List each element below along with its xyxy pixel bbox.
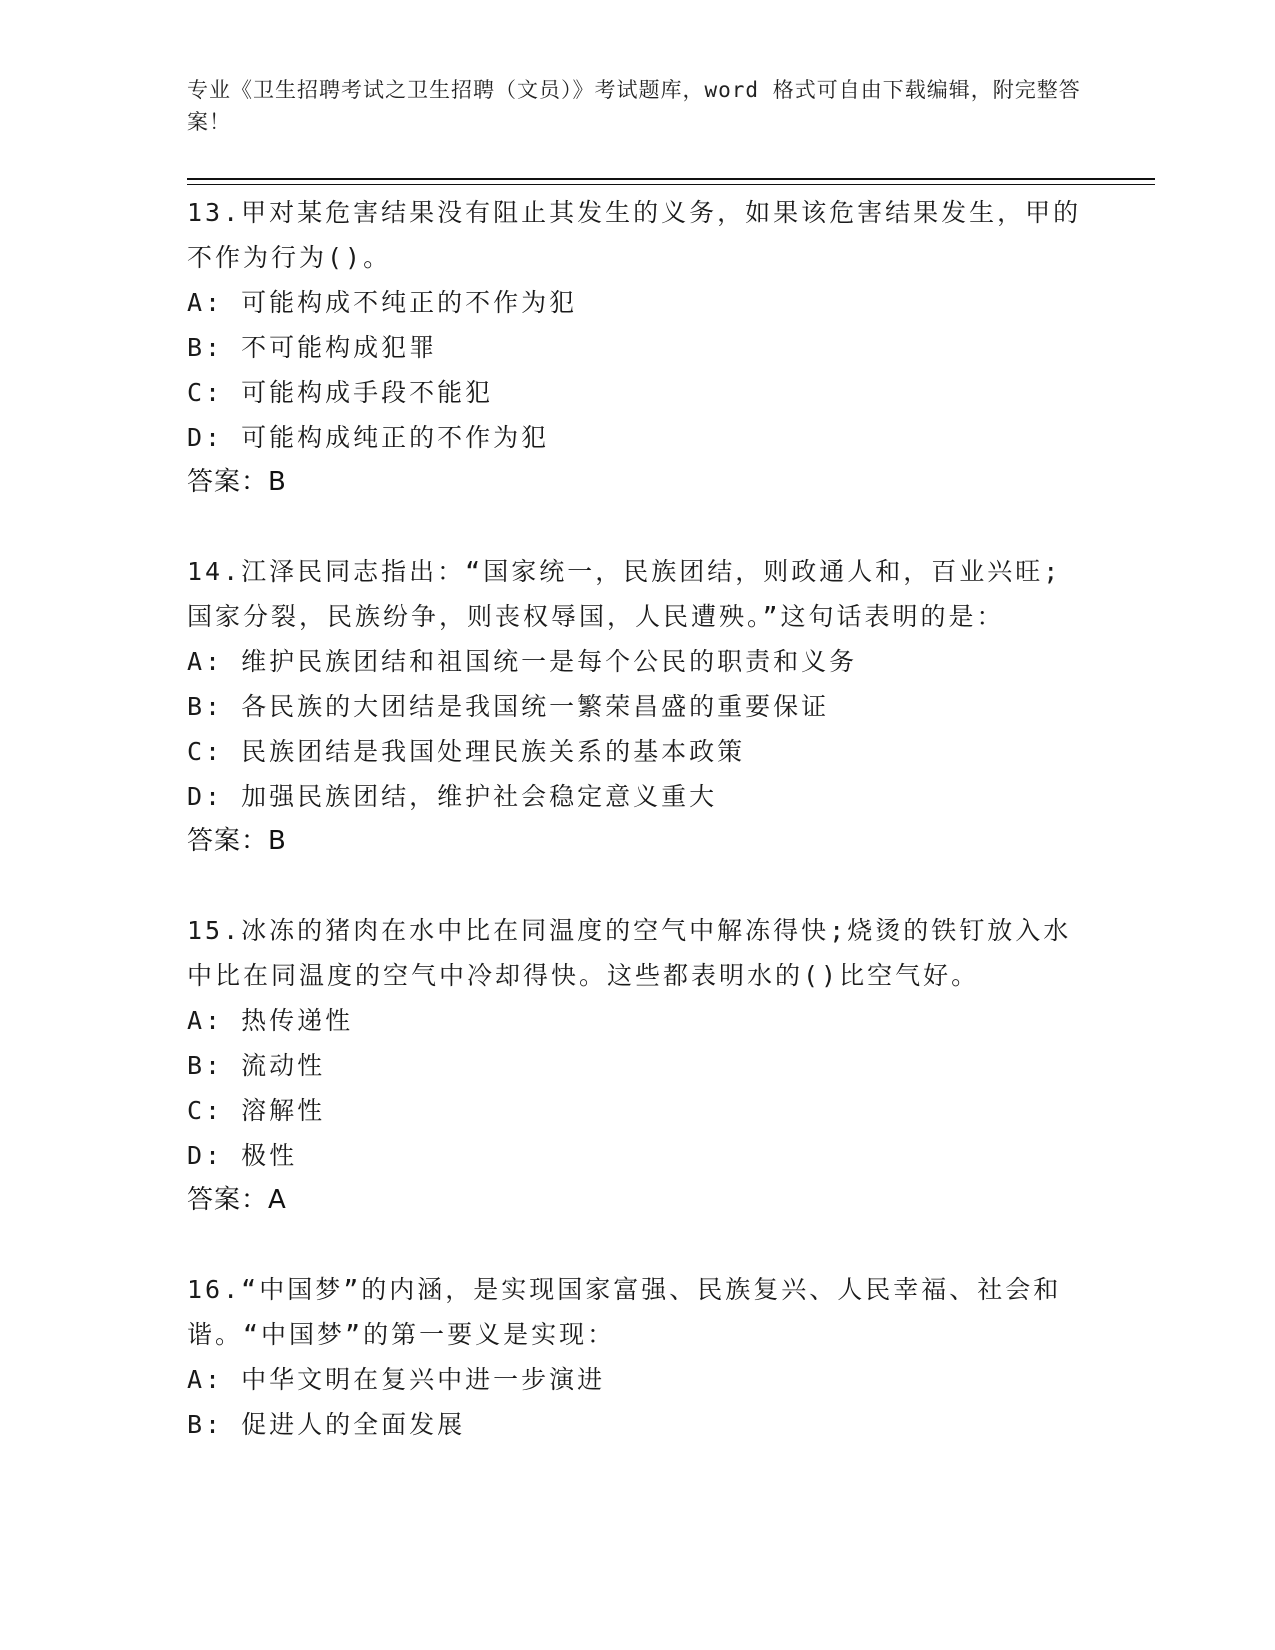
option-b: B: 不可能构成犯罪 xyxy=(187,333,438,362)
document-header: 专业《卫生招聘考试之卫生招聘（文员）》考试题库，word 格式可自由下载编辑，附完整答案！ xyxy=(187,78,1081,134)
option-b: B: 流动性 xyxy=(187,1051,326,1080)
option-a: A: 维护民族团结和祖国统一是每个公民的职责和义务 xyxy=(187,647,858,676)
option-b: B: 促进人的全面发展 xyxy=(187,1410,466,1439)
spacer xyxy=(187,1223,1087,1267)
option-c: C: 可能构成手段不能犯 xyxy=(187,378,494,407)
question-list xyxy=(187,190,1087,1447)
spacer xyxy=(187,864,1087,908)
option-d: D: 可能构成纯正的不作为犯 xyxy=(187,423,550,452)
question-stem: 14.江泽民同志指出：“国家统一，民族团结，则政通人和，百业兴旺;国家分裂，民族纷争，则丧权辱国，人民遭殃。”这句话表明的是： xyxy=(187,557,1062,631)
spacer xyxy=(187,505,1087,549)
header-divider-thin xyxy=(187,184,1155,185)
question-stem: 13.甲对某危害结果没有阻止其发生的义务，如果该危害结果发生，甲的不作为行为()。 xyxy=(187,198,1082,272)
question-stem: 16.“中国梦”的内涵，是实现国家富强、民族复兴、人民幸福、社会和谐。“中国梦”的第一要义是实现： xyxy=(187,1275,1062,1349)
option-a: A: 热传递性 xyxy=(187,1006,354,1035)
option-d: D: 加强民族团结，维护社会稳定意义重大 xyxy=(187,782,718,811)
question-13 xyxy=(187,190,1087,505)
option-c: C: 溶解性 xyxy=(187,1096,326,1125)
question-16 xyxy=(187,1267,1087,1447)
answer-line: 答案：B xyxy=(187,467,287,497)
question-15 xyxy=(187,908,1087,1223)
option-a: A: 中华文明在复兴中进一步演进 xyxy=(187,1365,606,1394)
answer-line: 答案：B xyxy=(187,826,287,856)
answer-line: 答案：A xyxy=(187,1185,287,1215)
question-stem: 15.冰冻的猪肉在水中比在同温度的空气中解冻得快;烧烫的铁钉放入水中比在同温度的空气中冷却得快。这些都表明水的()比空气好。 xyxy=(187,916,1072,990)
option-d: D: 极性 xyxy=(187,1141,298,1170)
question-14 xyxy=(187,549,1087,864)
option-a: A: 可能构成不纯正的不作为犯 xyxy=(187,288,578,317)
header-divider-thick xyxy=(187,178,1155,180)
option-c: C: 民族团结是我国处理民族关系的基本政策 xyxy=(187,737,746,766)
option-b: B: 各民族的大团结是我国统一繁荣昌盛的重要保证 xyxy=(187,692,830,721)
